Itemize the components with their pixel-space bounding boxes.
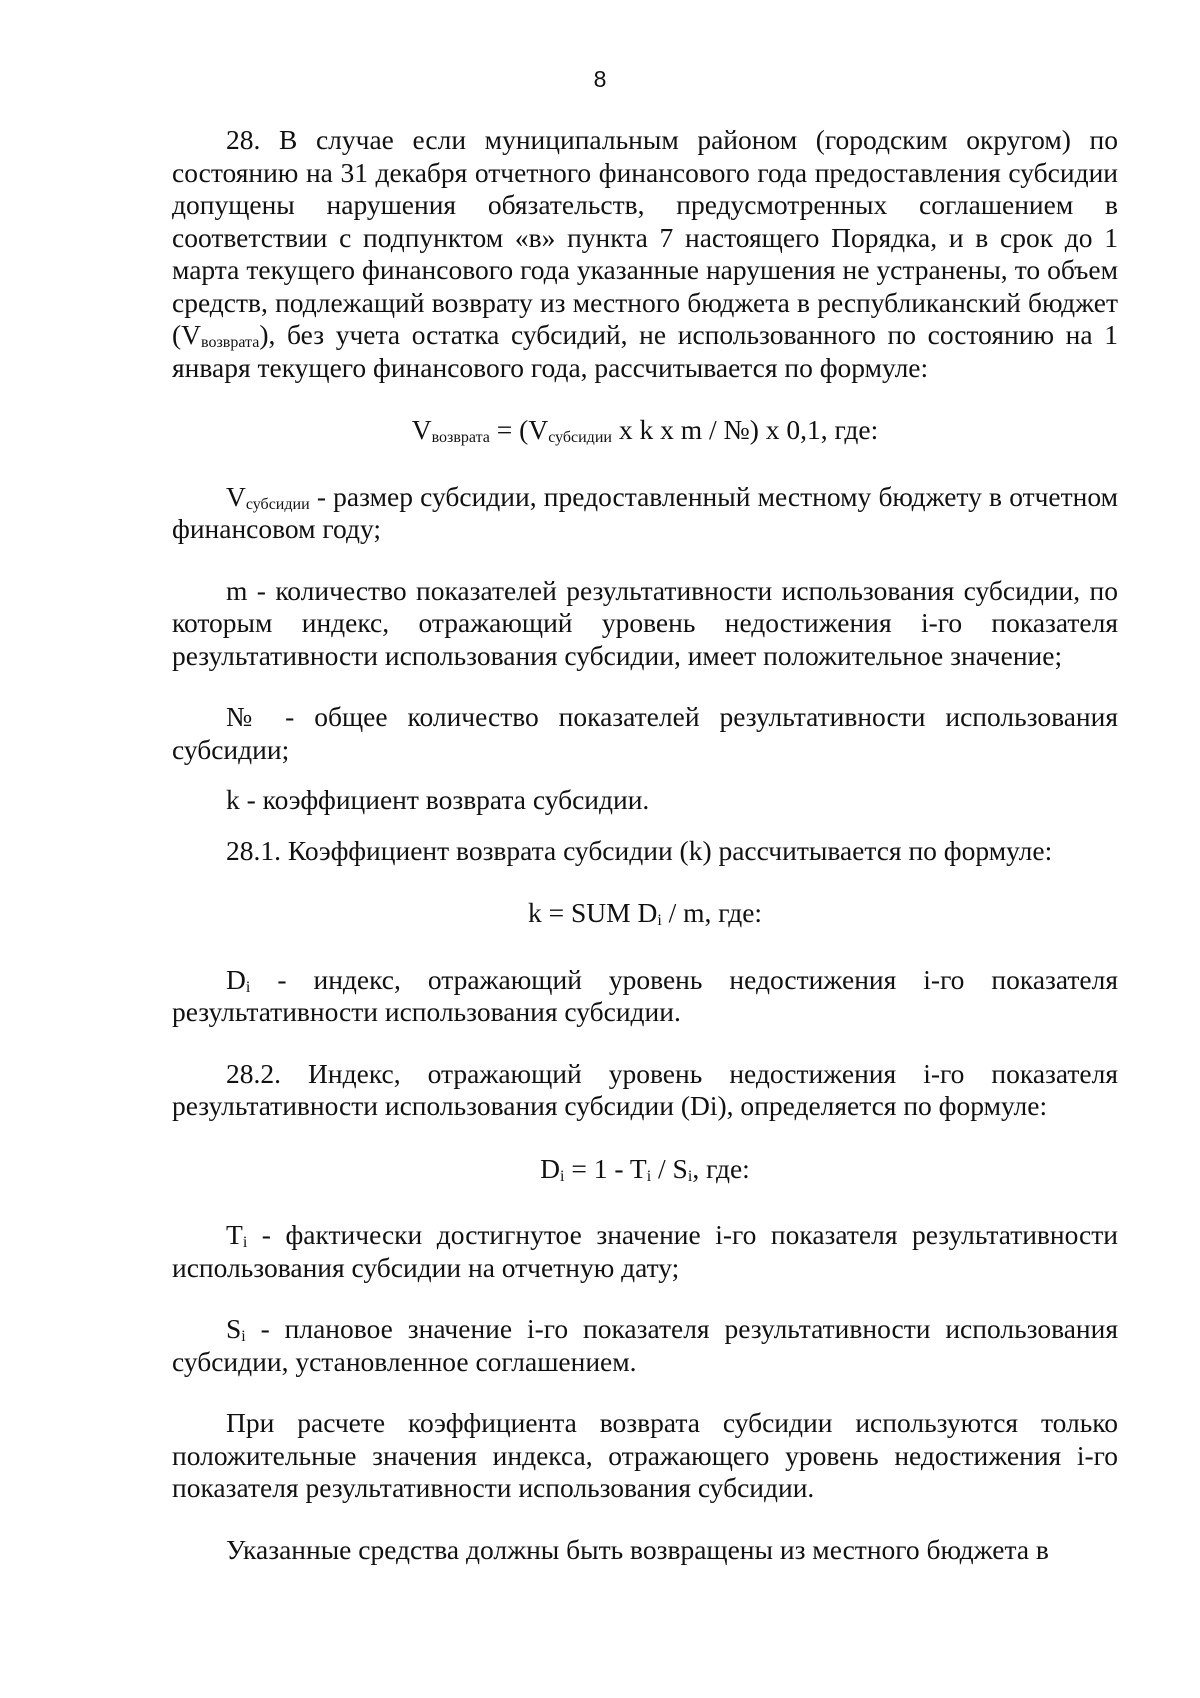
- definition-ti-symbol: T: [226, 1219, 243, 1250]
- definition-no: № - общее количество показателей результативности использования субсидии;: [172, 701, 1118, 765]
- formula-v-return-b-sub: субсидии: [548, 429, 612, 446]
- definition-si-symbol: S: [226, 1313, 242, 1344]
- formula-di-b-sub: i: [646, 1167, 652, 1185]
- paragraph-28-subscript: возврата: [201, 334, 260, 351]
- page-number: 8: [593, 66, 607, 92]
- paragraph-28-text-end: ), без учета остатка субсидий, не использованного по состоянию на 1 января текущего финансового года, рассчитывается по формуле:: [172, 319, 1118, 383]
- formula-k-b: / m, где:: [661, 897, 763, 928]
- paragraph-28-2: 28.2. Индекс, отражающий уровень недостижения i-го показателя результативности использования субсидии (Di), определяется по формуле:: [172, 1057, 1118, 1121]
- definition-ti: [172, 1219, 1118, 1284]
- calculation-note: При расчете коэффициента возврата субсидии используются только положительные значения индекса, отражающего уровень недостижения i-го показателя результативности использования субсидии.: [172, 1407, 1118, 1503]
- return-note: Указанные средства должны быть возвращены из местного бюджета в: [226, 1533, 1049, 1565]
- definition-ti-text: - фактически достигнутое значение i-го показателя результативности использования субсидии на отчетную дату;: [172, 1219, 1118, 1283]
- definition-di-symbol: D: [226, 963, 246, 995]
- definition-di: [172, 964, 1118, 1029]
- definition-si-text: - плановое значение i-го показателя результативности использования субсидии, установленное соглашением.: [172, 1313, 1118, 1377]
- formula-v-return-a-sub: возврата: [431, 429, 490, 446]
- formula-k-a-sub: i: [657, 912, 662, 929]
- formula-di-a: D: [540, 1152, 561, 1184]
- formula-v-return-c: х k х m / №) х 0,1, где:: [611, 414, 879, 445]
- formula-di-c: / S: [651, 1152, 688, 1184]
- paragraph-28: [172, 124, 1118, 384]
- formula-v-return-b: = (V: [489, 414, 549, 445]
- paragraph-28-text: 28. В случае если муниципальным районом (городским округом) по состоянию на 31 декабря отчетного финансового года предоставления субсидии допущены нарушения обязательств, предусмотренных соглашением в соответствии с подпунктом «в» пункта 7 настоящего Порядка, и в срок до 1 марта текущего финансового года указанные нарушения не устранены, то объем средств, подлежащий возврату из местного бюджета в республиканский бюджет (V: [172, 124, 1118, 350]
- definition-ti-sub: i: [242, 1234, 248, 1251]
- formula-di: [172, 1153, 1118, 1186]
- definition-v-subsidy-sub: субсидии: [245, 495, 310, 513]
- definition-di-text: - индекс, отражающий уровень недостижения i-го показателя результативности использования субсидии.: [172, 963, 1118, 1027]
- paragraph-28-1: 28.1. Коэффициент возврата субсидии (k) рассчитывается по формуле:: [226, 834, 1053, 866]
- formula-v-return: [172, 414, 1118, 447]
- definition-si-sub: i: [241, 1328, 246, 1345]
- formula-di-d: , где:: [692, 1152, 750, 1184]
- definition-si: [172, 1313, 1118, 1378]
- formula-k: [172, 897, 1118, 930]
- document-body: [172, 124, 1118, 1566]
- formula-di-a-sub: i: [560, 1167, 565, 1185]
- formula-k-a: k = SUM D: [527, 897, 658, 928]
- definition-v-subsidy-symbol: V: [226, 480, 246, 512]
- formula-v-return-a: V: [411, 414, 432, 445]
- definition-k: k - коэффициент возврата субсидии.: [226, 784, 650, 815]
- definition-di-sub: i: [245, 978, 251, 996]
- formula-di-c-sub: i: [687, 1167, 693, 1185]
- definition-m: m - количество показателей результативности использования субсидии, по которым индекс, отражающий уровень недостижения i-го показателя результативности использования субсидии, имеет положительное значение;: [172, 574, 1118, 671]
- definition-v-subsidy-text: - размер субсидии, предоставленный местному бюджету в отчетном финансовом году;: [172, 480, 1118, 544]
- formula-di-b: = 1 - T: [564, 1152, 647, 1184]
- definition-v-subsidy: [172, 481, 1118, 546]
